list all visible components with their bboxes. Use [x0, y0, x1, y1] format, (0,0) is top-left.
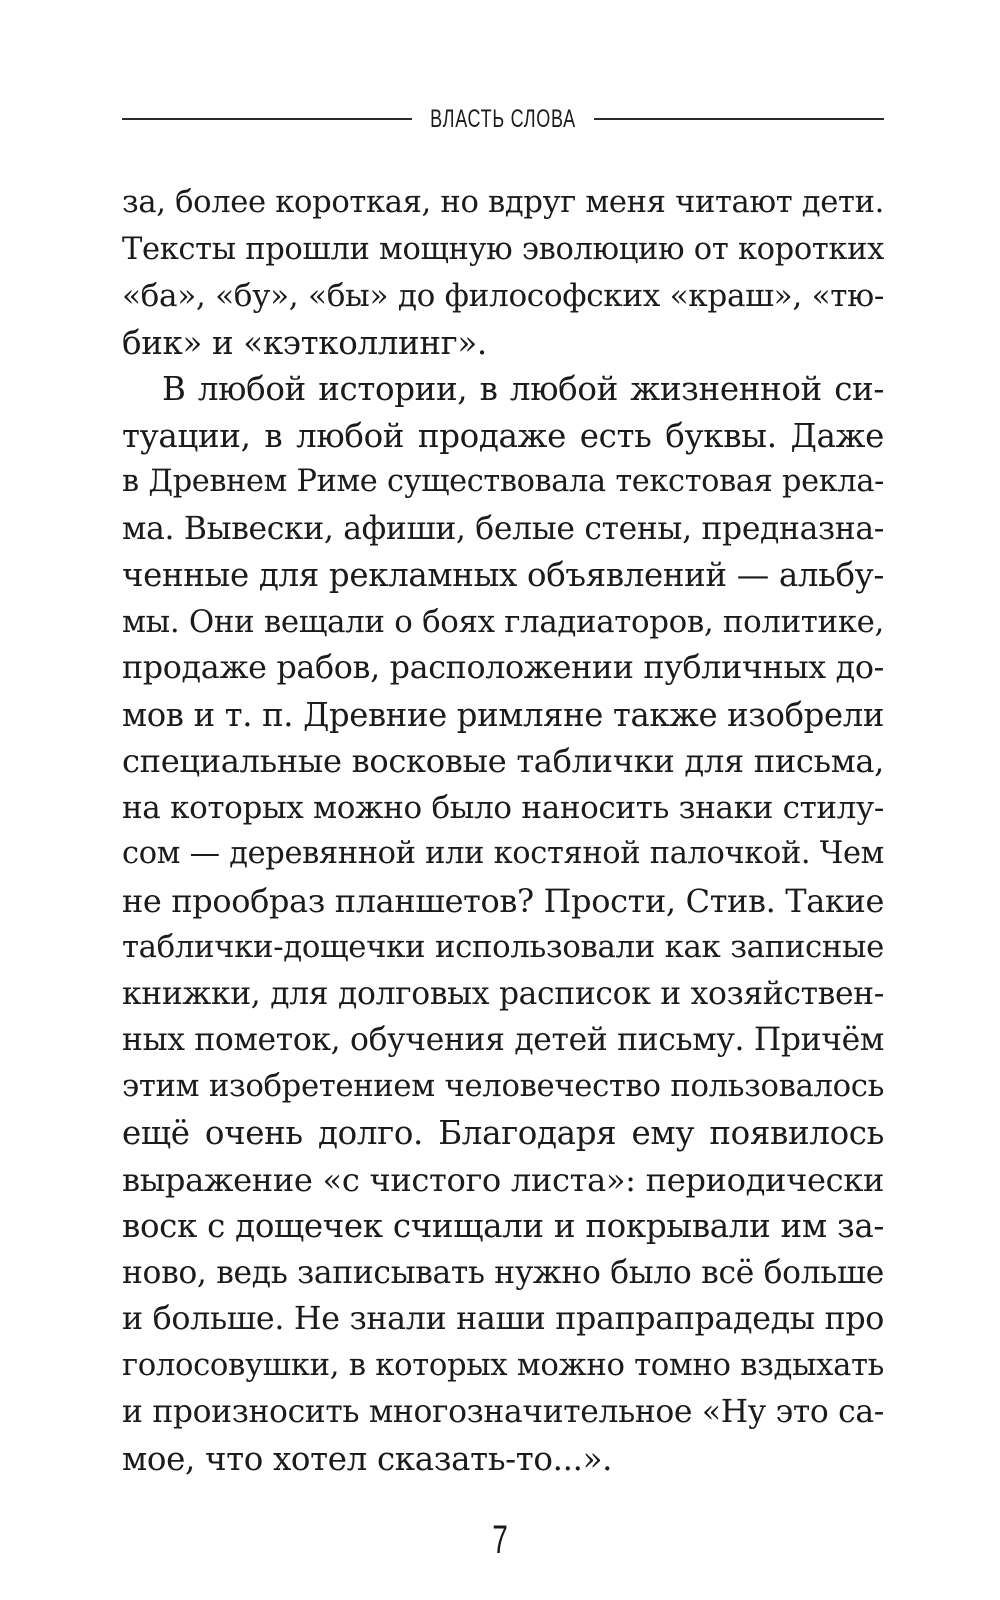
header-rule-right: [594, 118, 884, 120]
text-line: и произносить многозначительное «Ну это са-: [122, 1394, 884, 1430]
text-line: мов и т. п. Древние римляне также изобрели: [122, 695, 884, 734]
text-line: ма. Вывески, афиши, белые стены, предназна-: [122, 510, 884, 547]
text-line: «ба», «бу», «бы» до философских «краш», «тю-: [122, 278, 884, 314]
body-text: [122, 180, 884, 1482]
text-line: мое, что хотел сказать-то...».: [122, 1439, 613, 1478]
text-line: этим изобретением человечество пользовалось: [122, 1068, 884, 1104]
text-line: ещё очень долго. Благодаря ему появилось: [122, 1114, 884, 1152]
text-line: специальные восковые таблички для письма,: [122, 742, 884, 780]
text-line: в Древнем Риме существовала текстовая рекла-: [122, 464, 884, 499]
text-line: воск с дощечек счищали и покрывали им за-: [122, 1207, 884, 1245]
text-line: ных пометок, обучения детей письму. Причём: [122, 1022, 884, 1058]
text-line: бик» и «кэтколлинг».: [122, 323, 487, 362]
text-line: В любой истории, в любой жизненной си-: [162, 370, 884, 408]
text-line: ново, ведь записывать нужно было всё больше: [122, 1254, 884, 1291]
text-line: продаже рабов, расположении публичных до-: [122, 650, 884, 686]
text-line: голосовушки, в которых можно томно вздыхать: [122, 1347, 884, 1383]
text-line: выражение «с чистого листа»: периодически: [122, 1160, 884, 1199]
text-line: за, более короткая, но вдруг меня читают дети.: [122, 185, 884, 220]
text-line: ченные для рекламных объявлений — альбу-: [122, 556, 884, 594]
page-number: 7: [492, 1518, 508, 1562]
header-rule-left: [122, 118, 412, 120]
text-line: таблички-дощечки использовали как записные: [122, 929, 884, 965]
running-title: ВЛАСТЬ СЛОВА: [430, 104, 576, 133]
paragraph-1: [122, 180, 884, 366]
text-line: туации, в любой продаже есть буквы. Даже: [122, 416, 884, 455]
paragraph-2: [122, 366, 884, 1482]
running-header: [122, 102, 884, 136]
text-line: на которых можно было наносить знаки стилу-: [122, 789, 884, 826]
text-line: Тексты прошли мощную эволюцию от коротких: [122, 231, 884, 267]
text-line: книжки, для долговых расписок и хозяйствен-: [122, 975, 884, 1012]
text-line: сом — деревянной или костяной палочкой. Чем: [122, 836, 884, 871]
text-line: не прообраз планшетов? Прости, Стив. Такие: [122, 881, 884, 920]
text-line: и больше. Не знали наши прапрапрадеды про: [122, 1301, 884, 1337]
text-line: мы. Они вещали о боях гладиаторов, политике,: [122, 603, 884, 640]
